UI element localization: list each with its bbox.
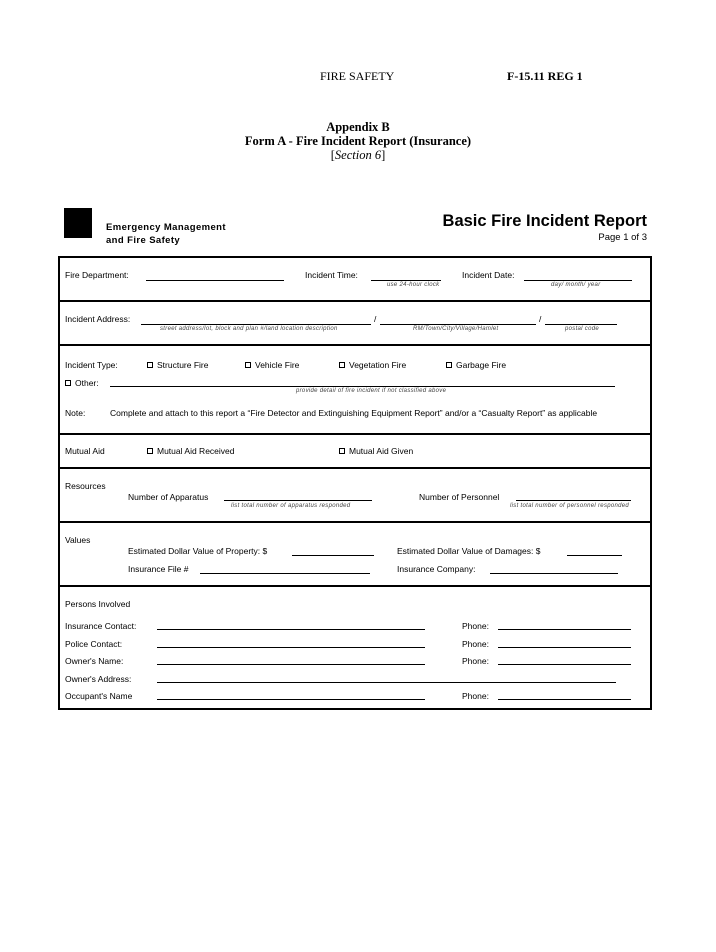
section-divider bbox=[58, 300, 652, 302]
apparatus-field[interactable] bbox=[224, 500, 372, 501]
insurance-contact-phone-field[interactable] bbox=[498, 629, 631, 630]
phone-label: Phone: bbox=[462, 621, 489, 631]
personnel-hint: list total number of personnel responded bbox=[510, 503, 630, 509]
phone-label: Phone: bbox=[462, 691, 489, 701]
owners-address-label: Owner's Address: bbox=[65, 674, 132, 684]
insurance-company-field[interactable] bbox=[490, 573, 618, 574]
property-value-label: Estimated Dollar Value of Property: $ bbox=[128, 546, 268, 556]
postal-code-field[interactable] bbox=[545, 324, 617, 325]
apparatus-label: Number of Apparatus bbox=[128, 492, 209, 502]
occupants-name-field[interactable] bbox=[157, 699, 425, 700]
other-option[interactable]: Other: bbox=[65, 378, 99, 388]
incident-time-hint: use 24-hour clock bbox=[387, 282, 440, 288]
vehicle-fire-option[interactable]: Vehicle Fire bbox=[245, 360, 299, 370]
insurance-contact-label: Insurance Contact: bbox=[65, 621, 137, 631]
form-number: F-15.11 REG 1 bbox=[507, 69, 583, 83]
incident-time-label: Incident Time: bbox=[305, 270, 358, 280]
mutual-aid-received-option[interactable]: Mutual Aid Received bbox=[147, 446, 235, 456]
damages-value-field[interactable] bbox=[567, 555, 622, 556]
apparatus-hint: list total number of apparatus responded bbox=[231, 503, 351, 509]
property-value-field[interactable] bbox=[292, 555, 374, 556]
checkbox-icon[interactable] bbox=[446, 362, 452, 368]
report-title: Basic Fire Incident Report bbox=[442, 212, 647, 230]
incident-address-label: Incident Address: bbox=[65, 314, 131, 324]
occupants-phone-field[interactable] bbox=[498, 699, 631, 700]
damages-value-label: Estimated Dollar Value of Damages: $ bbox=[397, 546, 541, 556]
insurance-company-label: Insurance Company: bbox=[397, 564, 476, 574]
section-divider bbox=[58, 433, 652, 435]
incident-date-field[interactable] bbox=[524, 280, 632, 281]
owners-address-field[interactable] bbox=[157, 682, 616, 683]
insurance-contact-field[interactable] bbox=[157, 629, 425, 630]
section-divider bbox=[58, 467, 652, 469]
vegetation-fire-option[interactable]: Vegetation Fire bbox=[339, 360, 406, 370]
address-separator: / bbox=[539, 314, 542, 324]
owners-phone-field[interactable] bbox=[498, 664, 631, 665]
municipality-field[interactable] bbox=[380, 324, 536, 325]
checkbox-icon[interactable] bbox=[339, 448, 345, 454]
fire-department-label: Fire Department: bbox=[65, 270, 129, 280]
street-address-hint: street address/lot, block and plan #/land location description bbox=[160, 326, 338, 332]
section-divider bbox=[58, 521, 652, 523]
agency-name: Emergency Management and Fire Safety bbox=[106, 222, 226, 246]
personnel-label: Number of Personnel bbox=[419, 492, 500, 502]
values-label: Values bbox=[65, 535, 91, 545]
note-label: Note: bbox=[65, 408, 86, 418]
street-address-field[interactable] bbox=[141, 324, 371, 325]
agency-logo bbox=[64, 208, 92, 238]
structure-fire-option[interactable]: Structure Fire bbox=[147, 360, 209, 370]
note-text: Complete and attach to this report a “Fire Detector and Extinguishing Equipment Report” and/or a “Casualty Report” as applicable bbox=[110, 408, 598, 418]
phone-label: Phone: bbox=[462, 639, 489, 649]
police-contact-field[interactable] bbox=[157, 647, 425, 648]
checkbox-icon[interactable] bbox=[245, 362, 251, 368]
police-contact-label: Police Contact: bbox=[65, 639, 123, 649]
insurance-file-field[interactable] bbox=[200, 573, 370, 574]
other-detail-field[interactable] bbox=[110, 386, 615, 387]
persons-involved-label: Persons Involved bbox=[65, 599, 131, 609]
personnel-field[interactable] bbox=[516, 500, 631, 501]
form-title: Form A - Fire Incident Report (Insurance) bbox=[244, 134, 472, 148]
checkbox-icon[interactable] bbox=[147, 448, 153, 454]
appendix-title: Appendix B bbox=[326, 120, 390, 134]
incident-date-label: Incident Date: bbox=[462, 270, 515, 280]
postal-code-hint: postal code bbox=[565, 326, 599, 332]
incident-date-hint: day/ month/ year bbox=[551, 282, 601, 288]
municipality-hint: RM/Town/City/Village/Hamlet bbox=[413, 326, 499, 332]
section-divider bbox=[58, 585, 652, 587]
checkbox-icon[interactable] bbox=[147, 362, 153, 368]
page-number: Page 1 of 3 bbox=[598, 232, 647, 243]
fire-department-field[interactable] bbox=[146, 280, 284, 281]
garbage-fire-option[interactable]: Garbage Fire bbox=[446, 360, 506, 370]
owners-name-field[interactable] bbox=[157, 664, 425, 665]
mutual-aid-label: Mutual Aid bbox=[65, 446, 105, 456]
checkbox-icon[interactable] bbox=[339, 362, 345, 368]
incident-time-field[interactable] bbox=[371, 280, 441, 281]
resources-label: Resources bbox=[65, 481, 106, 491]
address-separator: / bbox=[374, 314, 377, 324]
header-left-text: FIRE SAFETY bbox=[320, 69, 395, 83]
section-reference: [Section 6] bbox=[330, 148, 386, 162]
incident-type-label: Incident Type: bbox=[65, 360, 118, 370]
owners-name-label: Owner's Name: bbox=[65, 656, 124, 666]
mutual-aid-given-option[interactable]: Mutual Aid Given bbox=[339, 446, 413, 456]
checkbox-icon[interactable] bbox=[65, 380, 71, 386]
other-detail-hint: provide detail of fire incident if not classified above bbox=[296, 388, 447, 394]
section-divider bbox=[58, 344, 652, 346]
phone-label: Phone: bbox=[462, 656, 489, 666]
occupants-name-label: Occupant's Name bbox=[65, 691, 133, 701]
insurance-file-label: Insurance File # bbox=[128, 564, 189, 574]
police-contact-phone-field[interactable] bbox=[498, 647, 631, 648]
